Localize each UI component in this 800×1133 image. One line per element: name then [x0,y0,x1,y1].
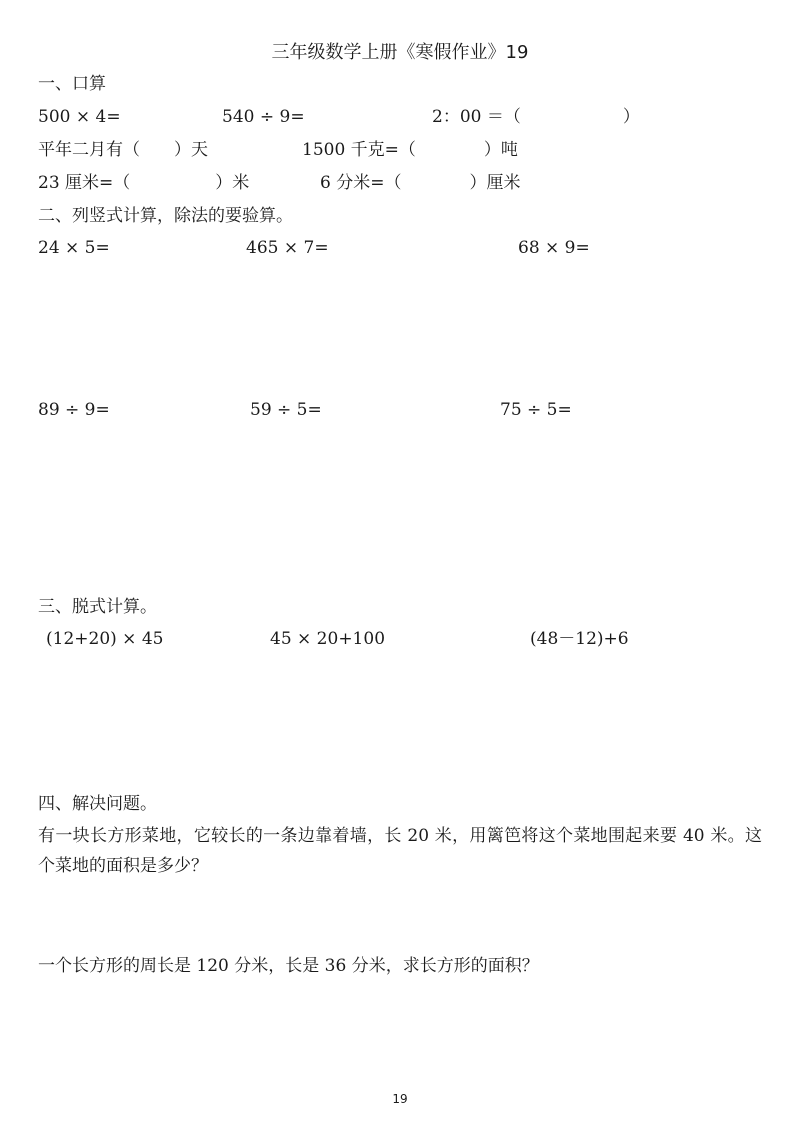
vertical-calc-item: 24 × 5= [38,238,110,258]
oral-calc-item: 6 分米=（ ）厘米 [320,173,521,193]
oral-calc-item: 平年二月有（ ）天 [38,140,208,160]
vertical-calc-item: 68 × 9= [518,238,590,258]
stepwise-calc-item: 45 × 20+100 [270,629,386,649]
word-problem-1: 有一块长方形菜地，它较长的一条边靠着墙，长 20 米，用篱笆将这个菜地围起来要 40 米。这个菜地的面积是多少？ [38,826,762,876]
section-2-heading: 二、列竖式计算，除法的要验算。 [38,206,293,226]
section-4-heading: 四、解决问题。 [38,794,157,814]
page-title: 三年级数学上册《寒假作业》19 [271,42,529,63]
section-1-heading: 一、口算 [38,74,106,94]
oral-calc-item: 540 ÷ 9= [222,107,305,127]
oral-calc-item: 2：00 ＝（ ） [432,107,640,127]
oral-calc-item: 1500 千克=（ ）吨 [302,140,518,160]
oral-calc-item: 500 × 4= [38,107,121,127]
vertical-calc-item: 59 ÷ 5= [250,400,322,420]
stepwise-calc-item: (12+20) × 45 [46,629,164,649]
section-3-heading: 三、脱式计算。 [38,597,157,617]
word-problem-2: 一个长方形的周长是 120 分米，长是 36 分米，求长方形的面积？ [38,956,539,976]
vertical-calc-item: 465 × 7= [246,238,329,258]
vertical-calc-item: 89 ÷ 9= [38,400,110,420]
page-number: 19 [392,1092,408,1106]
oral-calc-item: 23 厘米=（ ）米 [38,173,250,193]
vertical-calc-item: 75 ÷ 5= [500,400,572,420]
stepwise-calc-item: (48－12)+6 [530,629,629,649]
